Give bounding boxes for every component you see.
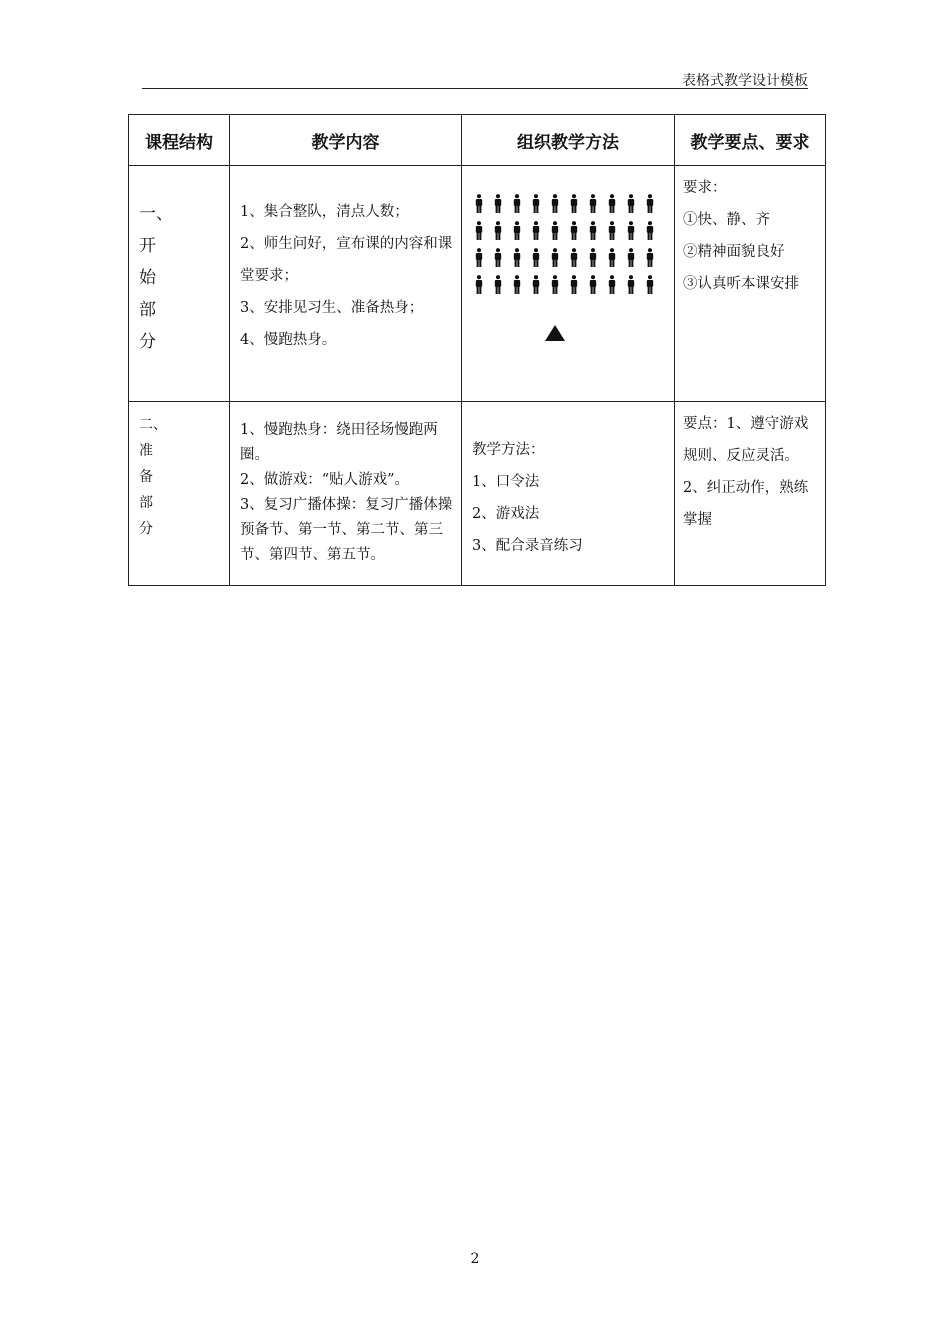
content-item: 3、复习广播体操：复习广播体操预备节、第一节、第二节、第三节、第四节、第五节。	[240, 497, 453, 563]
table-row	[129, 402, 826, 586]
student-figure-icon	[474, 275, 484, 294]
student-figure-icon	[550, 221, 560, 240]
student-figure-icon	[512, 194, 522, 213]
content-item: 1、慢跑热身：绕田径场慢跑两圈。	[240, 422, 438, 463]
method-cell	[462, 402, 675, 586]
student-figure-icon	[493, 275, 503, 294]
student-figure-icon	[493, 194, 503, 213]
table-row	[129, 166, 826, 402]
structure-label: 二、 准 备 部 分	[139, 417, 167, 537]
point-item: 2、纠正动作，熟练掌握	[683, 480, 809, 528]
student-figure-icon	[588, 248, 598, 267]
student-figure-icon	[626, 194, 636, 213]
student-figure-icon	[645, 221, 655, 240]
student-figure-icon	[531, 194, 541, 213]
student-figure-icon	[588, 221, 598, 240]
header-content: 教学内容	[230, 115, 462, 166]
student-figure-icon	[531, 275, 541, 294]
point-item: ③认真听本课安排	[683, 276, 799, 292]
content-item: 3、安排见习生、准备热身；	[240, 300, 424, 316]
teacher-triangle-icon	[544, 324, 566, 342]
student-figure-icon	[550, 275, 560, 294]
table-header-row	[129, 115, 826, 166]
student-figure-icon	[531, 248, 541, 267]
method-cell	[462, 166, 675, 402]
header-title: 表格式教学设计模板	[682, 73, 808, 89]
point-item: ②精神面貌良好	[683, 244, 785, 260]
structure-label: 一、 开 始 部 分	[139, 204, 173, 352]
student-figure-icon	[607, 248, 617, 267]
header-points: 教学要点、要求	[675, 115, 826, 166]
student-figure-icon	[550, 194, 560, 213]
student-figure-icon	[569, 194, 579, 213]
structure-cell	[129, 166, 230, 402]
header-method: 组织教学方法	[462, 115, 675, 166]
student-figure-icon	[607, 275, 617, 294]
point-item: 要点：1、遵守游戏规则、反应灵活。	[683, 416, 809, 464]
student-figure-icon	[531, 221, 541, 240]
student-figure-icon	[512, 275, 522, 294]
header-structure: 课程结构	[129, 115, 230, 166]
student-figure-icon	[626, 275, 636, 294]
student-figure-icon	[474, 248, 484, 267]
content-item: 1、集合整队，清点人数；	[240, 204, 409, 220]
method-item: 2、游戏法	[472, 506, 540, 522]
point-item: 要求：	[683, 180, 727, 196]
student-figure-icon	[569, 248, 579, 267]
points-cell	[675, 402, 826, 586]
student-figure-icon	[645, 248, 655, 267]
student-figure-icon	[493, 248, 503, 267]
page-number: 2	[470, 1251, 480, 1267]
structure-cell	[129, 402, 230, 586]
point-item: ①快、静、齐	[683, 212, 770, 228]
formation-diagram	[462, 166, 674, 396]
student-figure-icon	[550, 248, 560, 267]
student-figure-icon	[474, 221, 484, 240]
student-figure-icon	[645, 194, 655, 213]
method-item: 1、口令法	[472, 474, 540, 490]
student-figure-icon	[512, 221, 522, 240]
student-formation	[474, 194, 664, 294]
lesson-plan-table	[128, 114, 826, 586]
student-figure-icon	[607, 221, 617, 240]
points-cell	[675, 166, 826, 402]
content-item: 2、做游戏：“贴人游戏”。	[240, 472, 410, 488]
method-item: 3、配合录音练习	[472, 538, 583, 554]
student-figure-icon	[588, 275, 598, 294]
content-cell	[230, 402, 462, 586]
student-figure-icon	[588, 194, 598, 213]
student-figure-icon	[645, 275, 655, 294]
student-figure-icon	[626, 221, 636, 240]
header-divider	[142, 88, 808, 89]
student-figure-icon	[512, 248, 522, 267]
student-figure-icon	[626, 248, 636, 267]
content-item: 4、慢跑热身。	[240, 332, 337, 348]
student-figure-icon	[569, 221, 579, 240]
method-item: 教学方法：	[472, 442, 545, 458]
content-cell	[230, 166, 462, 402]
content-item: 2、师生问好，宣布课的内容和课堂要求；	[240, 236, 453, 284]
student-figure-icon	[474, 194, 484, 213]
student-figure-icon	[493, 221, 503, 240]
student-figure-icon	[607, 194, 617, 213]
student-figure-icon	[569, 275, 579, 294]
